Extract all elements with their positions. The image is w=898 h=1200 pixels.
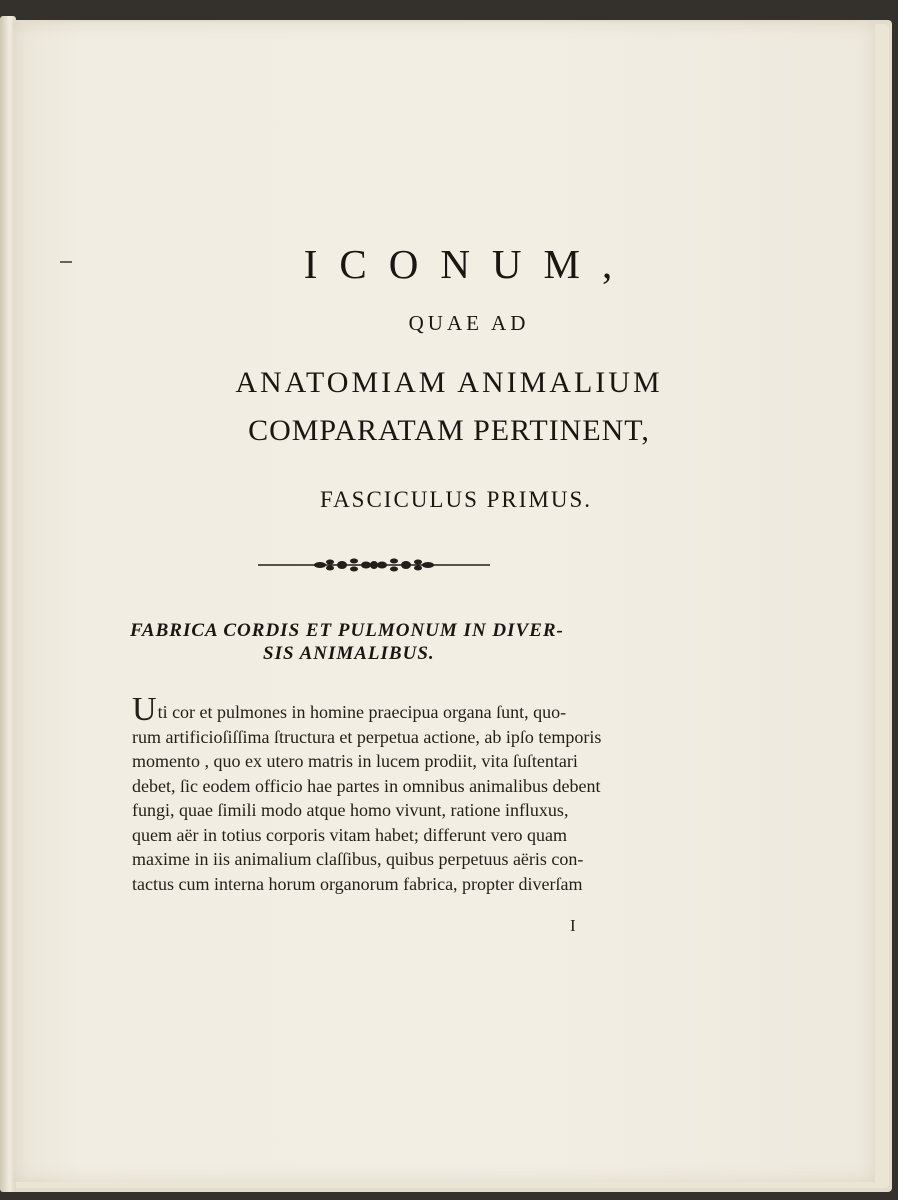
title-comparatam: COMPARATAM PERTINENT, xyxy=(248,414,650,447)
text-line: Uti cor et pulmones in homine praecipua organa ſunt, quo- xyxy=(132,691,567,728)
drop-cap: U xyxy=(132,691,157,728)
section-heading-line: FABRICA CORDIS ET PULMONUM IN DIVER- xyxy=(130,620,564,641)
title-iconum: ICONUM, xyxy=(303,241,635,287)
book-page xyxy=(13,22,875,1182)
body-paragraph xyxy=(132,691,660,896)
text-line: maxime in iis animalium claſſibus, quibus perpetuus aëris con- xyxy=(132,849,584,869)
text-line: momento , quo ex utero matris in lucem prodiit, vita ſuſtentari xyxy=(132,751,578,771)
text-line: debet, ſic eodem officio hae partes in omnibus animalibus debent xyxy=(132,775,601,796)
text-line: quem aër in totius corporis vitam habet; differunt vero quam xyxy=(132,824,568,845)
vine-ornament-icon xyxy=(258,556,490,574)
text-line: fungi, quae ſimili modo atque homo vivunt, ratione influxus, xyxy=(132,800,569,820)
title-fasciculus: FASCICULUS PRIMUS. xyxy=(319,487,593,512)
signature-mark: I xyxy=(570,916,576,935)
section-heading-line: SIS ANIMALIBUS. xyxy=(263,643,435,664)
section-heading xyxy=(130,619,660,665)
text-line: rum artificioſiſſima ſtructura et perpetua actione, ab ipſo temporis xyxy=(132,726,602,747)
title-anatomiam: ANATOMIAM ANIMALIUM xyxy=(235,366,663,399)
title-quae-ad: QUAE AD xyxy=(408,311,530,335)
text-line: tactus cum interna horum organorum fabrica, propter diverſam xyxy=(132,873,583,894)
